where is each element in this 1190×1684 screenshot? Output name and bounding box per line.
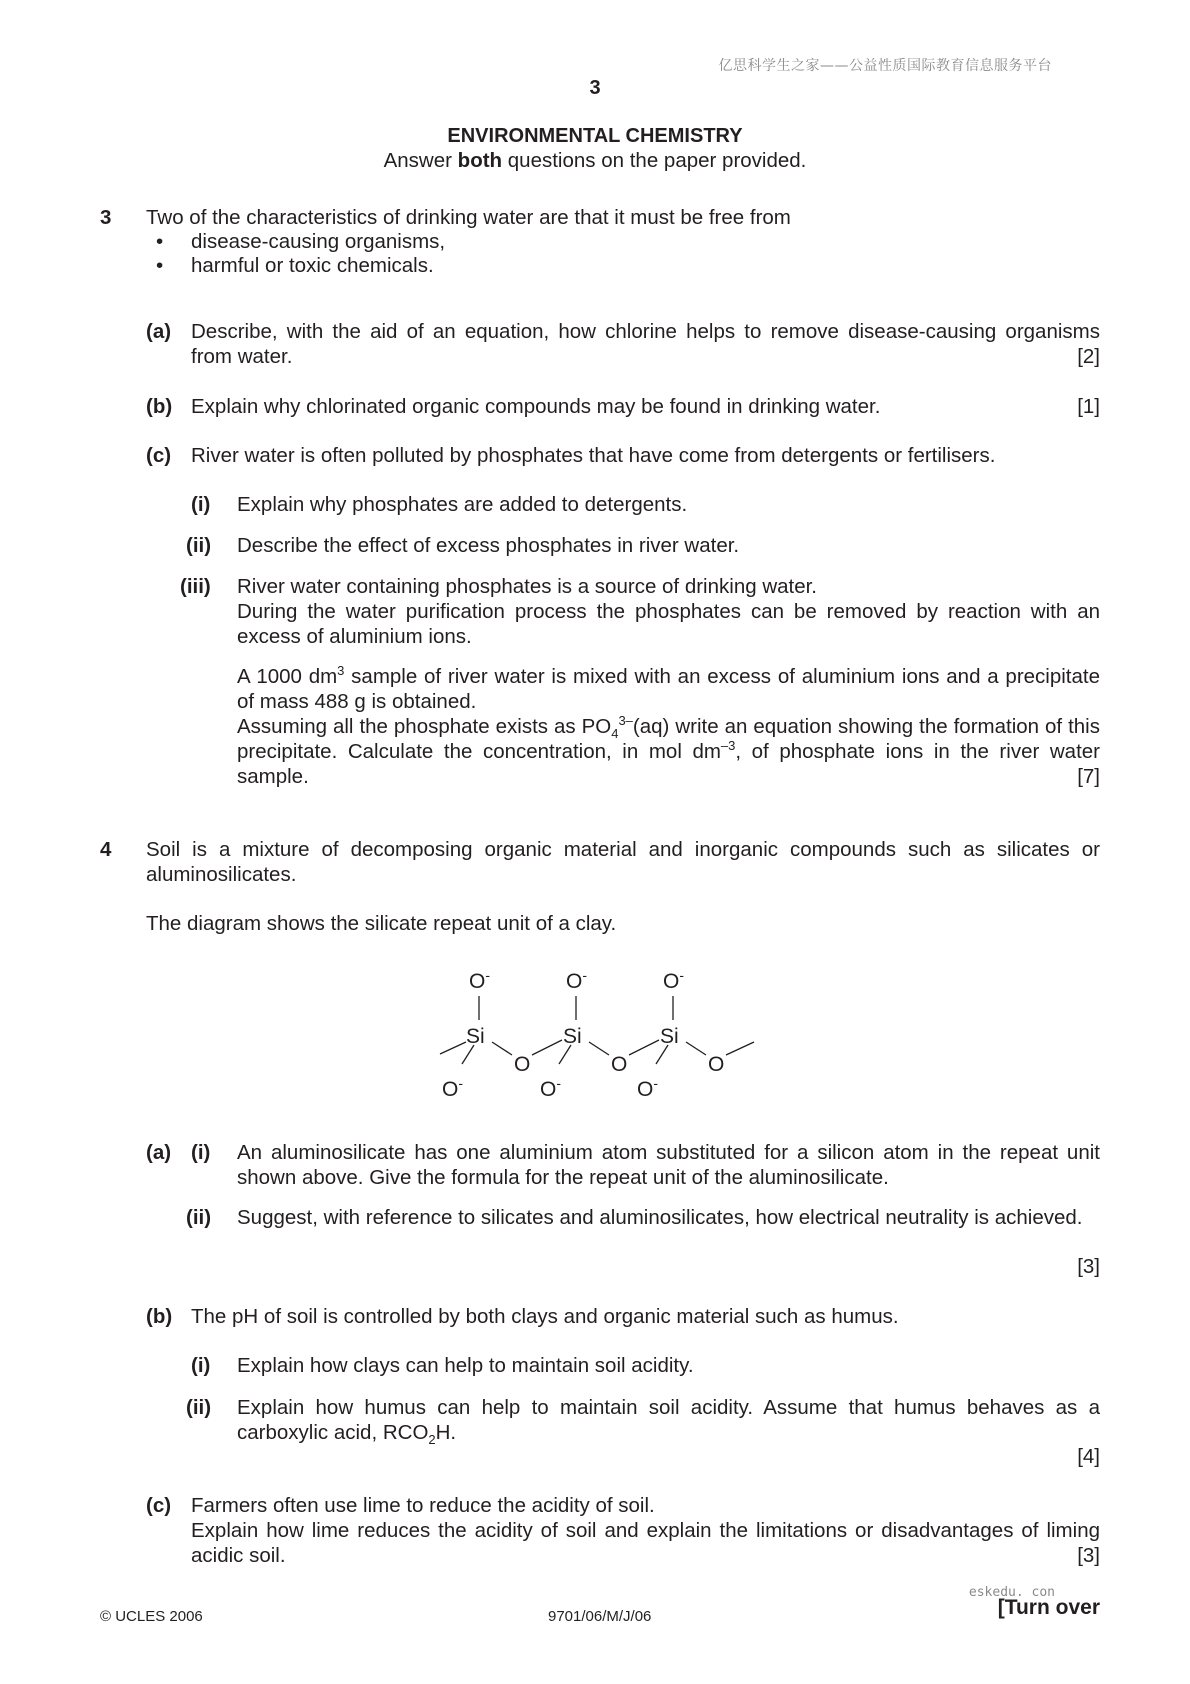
question-intro: Soil is a mixture of decomposing organic material and inorganic compounds such as silicates or aluminosilicates.: [146, 838, 1100, 886]
subpart-text: Explain why phosphates are added to detergents.: [237, 493, 688, 516]
part-label: (a): [146, 1141, 172, 1164]
mark-allocation: [3]: [1077, 1255, 1100, 1278]
site-watermark: eskedu. con: [968, 1585, 1055, 1600]
oxygen-anion-label: O-: [566, 967, 588, 993]
part-text: Explain how lime reduces the acidity of soil and explain the limitations or disadvantages of liming acidic soil.: [191, 1519, 1100, 1567]
subpart-text: Assuming all the phosphate exists as $PO_4^{3-}(aq)$ write an equation showing the formation of this precipitate. Calculate the concentration, in mol $dm^{-3}$, of phosphate ions in the river water sample.: [237, 713, 1100, 788]
bullet-item: disease-causing organisms,: [191, 230, 446, 253]
question-number: 4: [100, 838, 112, 861]
question-intro: Two of the characteristics of drinking water are that it must be free from: [146, 206, 791, 229]
subpart-text: Explain how humus can help to maintain soil acidity. Assume that humus behaves as a carboxylic acid, $RCO_2H$.: [237, 1396, 1100, 1448]
diagram-atoms: [442, 967, 724, 1101]
oxygen-anion-label: O-: [469, 967, 491, 993]
footer-copyright: © UCLES 2006: [100, 1608, 203, 1625]
part-text: Describe, with the aid of an equation, how chlorine helps to remove disease-causing organisms from water.: [191, 320, 1100, 368]
oxygen-anion-label: O-: [663, 967, 685, 993]
oxygen-anion-label: O-: [442, 1075, 464, 1101]
oxygen-label: O: [611, 1053, 628, 1076]
section-title: ENVIRONMENTAL CHEMISTRY: [447, 125, 743, 147]
oxygen-label: O: [514, 1053, 531, 1076]
part-label: (c): [146, 444, 172, 467]
mark-allocation: [7]: [1077, 765, 1100, 788]
subpart-text: River water containing phosphates is a source of drinking water.: [237, 575, 818, 598]
part-text: Farmers often use lime to reduce the acidity of soil.: [191, 1494, 655, 1517]
subpart-label: (ii): [186, 534, 212, 557]
subpart-text: During the water purification process the phosphates can be removed by reaction with an excess of aluminium ions.: [237, 600, 1100, 648]
page-number: 3: [589, 77, 601, 99]
oxygen-label: O: [708, 1053, 725, 1076]
silicon-label: Si: [660, 1025, 679, 1048]
oxygen-anion-label: O-: [637, 1075, 659, 1101]
part-label: (b): [146, 1305, 173, 1328]
mark-allocation: [4]: [1077, 1445, 1100, 1468]
bullet-dot: •: [156, 230, 164, 253]
subpart-text: A 1000 $dm^3$ sample of river water is mixed with an excess of aluminium ions and a precipitate of mass 488 g is obtained.: [237, 663, 1100, 713]
subpart-label: (ii): [186, 1206, 212, 1229]
subpart-label: (i): [191, 493, 211, 516]
subpart-label: (i): [191, 1354, 211, 1377]
part-label: (b): [146, 395, 173, 418]
part-label: (a): [146, 320, 172, 343]
subpart-text: An aluminosilicate has one aluminium atom substituted for a silicon atom in the repeat unit shown above. Give the formula for the repeat unit of the aluminosilicate.: [237, 1141, 1100, 1189]
part-label: (c): [146, 1494, 172, 1517]
diagram-intro: The diagram shows the silicate repeat unit of a clay.: [146, 912, 617, 935]
mark-allocation: [1]: [1077, 395, 1100, 418]
silicate-diagram: [430, 960, 770, 1110]
bullet-dot: •: [156, 254, 164, 277]
part-text: Explain why chlorinated organic compounds may be found in drinking water.: [191, 395, 881, 418]
mark-allocation: [3]: [1077, 1544, 1100, 1567]
subpart-label: (ii): [186, 1396, 212, 1419]
turn-over-label: [Turn over: [997, 1596, 1100, 1619]
part-text: River water is often polluted by phosphates that have come from detergents or fertilisers.: [191, 444, 996, 467]
footer-paper-code: 9701/06/M/J/06: [548, 1608, 652, 1625]
silicon-label: Si: [466, 1025, 485, 1048]
part-text: The pH of soil is controlled by both clays and organic material such as humus.: [191, 1305, 899, 1328]
bullet-item: harmful or toxic chemicals.: [191, 254, 434, 277]
silicon-label: Si: [563, 1025, 582, 1048]
subpart-text: Describe the effect of excess phosphates in river water.: [237, 534, 740, 557]
subpart-label: (iii): [180, 575, 211, 598]
subpart-text: Explain how clays can help to maintain soil acidity.: [237, 1354, 694, 1377]
subpart-label: (i): [191, 1141, 211, 1164]
mark-allocation: [2]: [1077, 345, 1100, 368]
diagram-bonds: [440, 996, 754, 1064]
subpart-text: Suggest, with reference to silicates and aluminosilicates, how electrical neutrality is achieved.: [237, 1206, 1083, 1229]
section-instruction: Answer both questions on the paper provided.: [383, 149, 807, 172]
question-number: 3: [100, 206, 112, 229]
watermark-text: 亿思科学生之家——公益性质国际教育信息服务平台: [718, 58, 1052, 74]
oxygen-anion-label: O-: [540, 1075, 562, 1101]
